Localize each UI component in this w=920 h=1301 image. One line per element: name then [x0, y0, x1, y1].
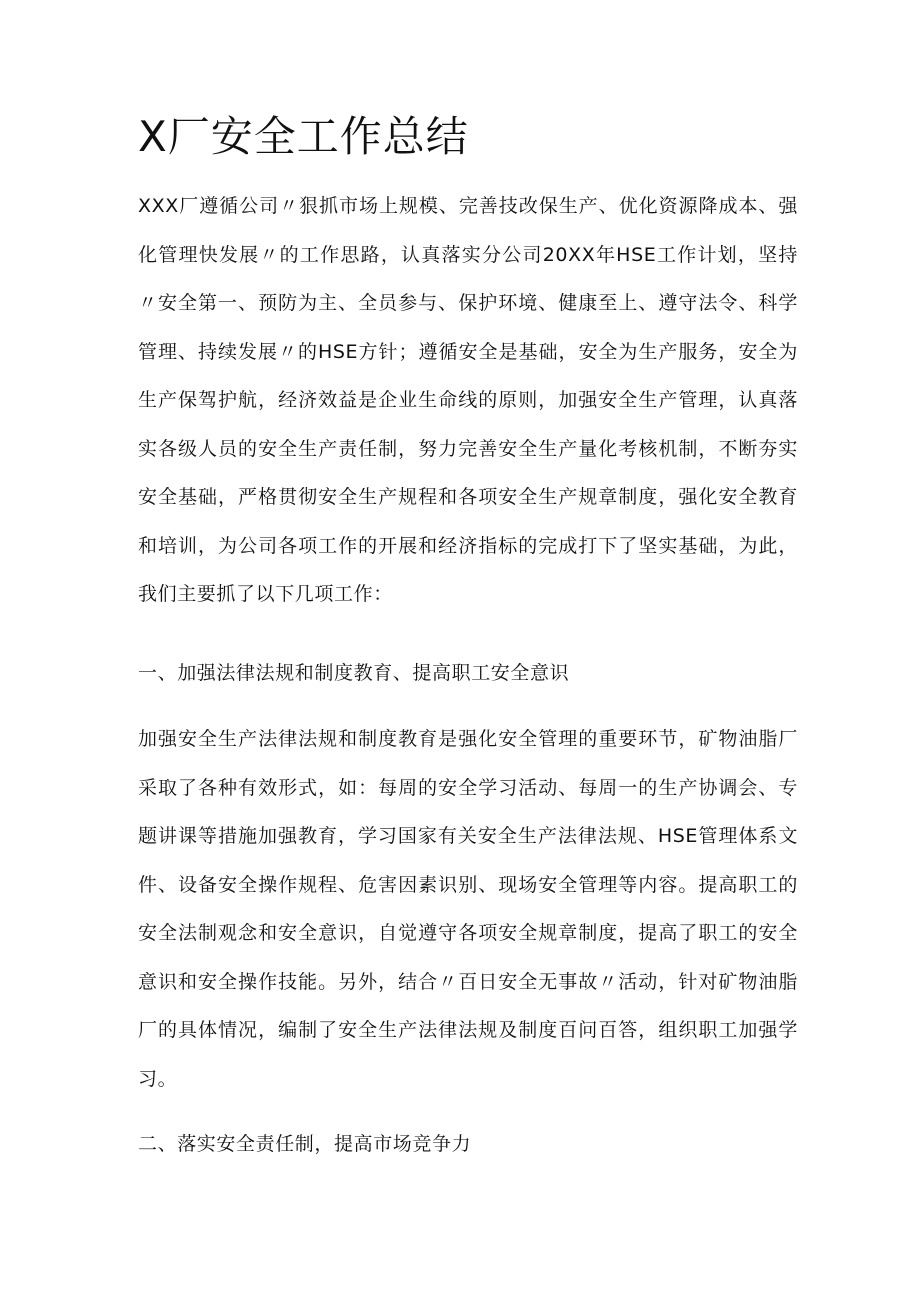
- intro-paragraph: XXX厂遵循公司〃狠抓市场上规模、完善技改保生产、优化资源降成本、强化管理快发展〃的工作思路，认真落实分公司20XX年HSE工作计划，坚持〃安全第一、预防为主、全员参与、保护环境、健康至上、遵守法令、科学管理、持续发展〃的HSE方针；遵循安全是基础，安全为生产服务，安全为生产保驾护航，经济效益是企业生命线的原则，加强安全生产管理，认真落实各级人员的安全生产责任制，努力完善安全生产量化考核机制，不断夯实安全基础，严格贯彻安全生产规程和各项安全生产规章制度，强化安全教育和培训，为公司各项工作的开展和经济指标的完成打下了坚实基础，为此，我们主要抓了以下几项工作：: [138, 195, 798, 605]
- section-heading-2: 二、落实安全责任制，提高市场竞争力: [138, 1133, 472, 1155]
- section-heading-1: 一、加强法律法规和制度教育、提高职工安全意识: [138, 662, 570, 684]
- document-title: X厂安全工作总结: [138, 112, 469, 161]
- section-1-paragraph: 加强安全生产法律法规和制度教育是强化安全管理的重要环节，矿物油脂厂采取了各种有效形式，如：每周的安全学习活动、每周一的生产协调会、专题讲课等措施加强教育，学习国家有关安全生产法律法规、HSE管理体系文件、设备安全操作规程、危害因素识别、现场安全管理等内容。提高职工的安全法制观念和安全意识，自觉遵守各项安全规章制度，提高了职工的安全意识和安全操作技能。另外，结合〃百日安全无事故〃活动，针对矿物油脂厂的具体情况，编制了安全生产法律法规及制度百问百答，组织职工加强学习。: [138, 728, 798, 1090]
